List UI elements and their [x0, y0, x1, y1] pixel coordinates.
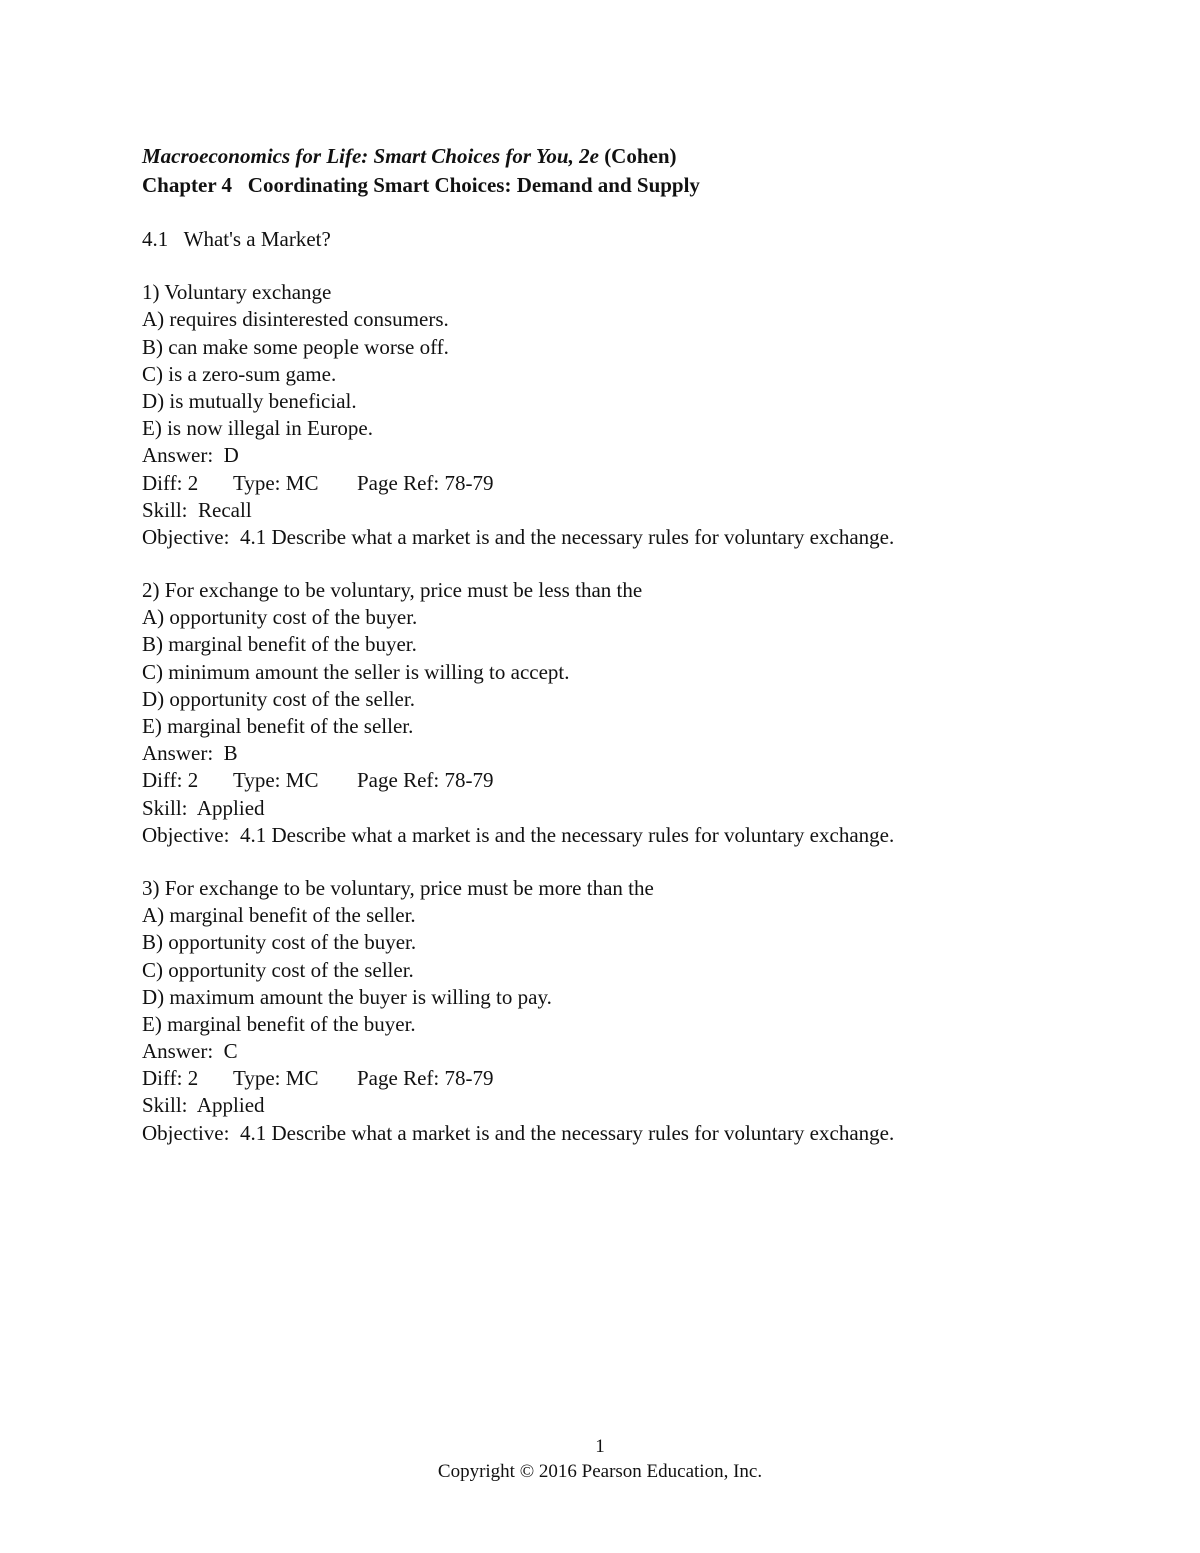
- spacer: [142, 849, 1142, 875]
- answer-option-a: A) opportunity cost of the buyer.: [142, 605, 418, 630]
- skill: Skill: Recall: [142, 497, 252, 522]
- question-stem: 3) For exchange to be voluntary, price must be more than the: [142, 875, 654, 900]
- answer-option-c: C) is a zero-sum game.: [142, 361, 337, 386]
- answer-option-d: D) opportunity cost of the seller.: [142, 686, 415, 711]
- question-type: Type: MC: [233, 768, 319, 793]
- answer-option-a: A) requires disinterested consumers.: [142, 307, 449, 332]
- answer-option-e: E) marginal benefit of the seller.: [142, 714, 414, 738]
- book-author: (Cohen): [598, 144, 677, 168]
- spacer: [142, 253, 1142, 279]
- document-body: [142, 142, 1142, 1147]
- objective: Objective: 4.1 Describe what a market is and the necessary rules for voluntary exchange.: [142, 524, 895, 549]
- page-number: 1: [595, 1436, 605, 1457]
- page-reference: Page Ref: 78-79: [357, 470, 494, 495]
- book-title-line: [142, 142, 1142, 171]
- skill: Skill: Applied: [142, 795, 265, 820]
- answer-option-c: C) opportunity cost of the seller.: [142, 957, 414, 982]
- answer-option-c: C) minimum amount the seller is willing to accept.: [142, 659, 570, 684]
- difficulty: Diff: 2: [142, 768, 199, 793]
- spacer: [142, 551, 1142, 577]
- copyright-notice: Copyright © 2016 Pearson Education, Inc.: [437, 1461, 763, 1482]
- book-title: Macroeconomics for Life: Smart Choices for You, 2e: [142, 144, 599, 168]
- objective: Objective: 4.1 Describe what a market is and the necessary rules for voluntary exchange.: [142, 1120, 895, 1145]
- objective: Objective: 4.1 Describe what a market is and the necessary rules for voluntary exchange.: [142, 822, 895, 847]
- question-stem: 1) Voluntary exchange: [142, 280, 332, 305]
- answer-option-e: E) is now illegal in Europe.: [142, 416, 373, 441]
- answer-option-e: E) marginal benefit of the buyer.: [142, 1011, 416, 1036]
- question-block-1: [142, 279, 1142, 551]
- question-block-2: [142, 577, 1142, 849]
- page-reference: Page Ref: 78-79: [357, 768, 494, 793]
- answer-option-b: B) can make some people worse off.: [142, 334, 449, 359]
- question-type: Type: MC: [233, 470, 319, 495]
- correct-answer: Answer: B: [142, 741, 238, 766]
- skill: Skill: Applied: [142, 1093, 265, 1118]
- section-heading: 4.1 What's a Market?: [142, 227, 331, 251]
- answer-option-a: A) marginal benefit of the seller.: [142, 903, 416, 928]
- answer-option-b: B) opportunity cost of the buyer.: [142, 930, 417, 955]
- question-metadata: [142, 1065, 1142, 1092]
- question-stem: 2) For exchange to be voluntary, price must be less than the: [142, 578, 643, 603]
- question-block-3: [142, 875, 1142, 1147]
- answer-option-d: D) maximum amount the buyer is willing to pay.: [142, 984, 552, 1009]
- page-reference: Page Ref: 78-79: [357, 1066, 494, 1091]
- correct-answer: Answer: D: [142, 443, 239, 468]
- question-metadata: [142, 470, 1142, 497]
- correct-answer: Answer: C: [142, 1039, 238, 1064]
- difficulty: Diff: 2: [142, 1066, 199, 1091]
- spacer: [142, 200, 1142, 226]
- answer-option-d: D) is mutually beneficial.: [142, 388, 357, 413]
- answer-option-b: B) marginal benefit of the buyer.: [142, 632, 417, 657]
- difficulty: Diff: 2: [142, 470, 199, 495]
- chapter-title: Chapter 4 Coordinating Smart Choices: Demand and Supply: [142, 173, 700, 197]
- question-metadata: [142, 767, 1142, 794]
- question-type: Type: MC: [233, 1066, 319, 1091]
